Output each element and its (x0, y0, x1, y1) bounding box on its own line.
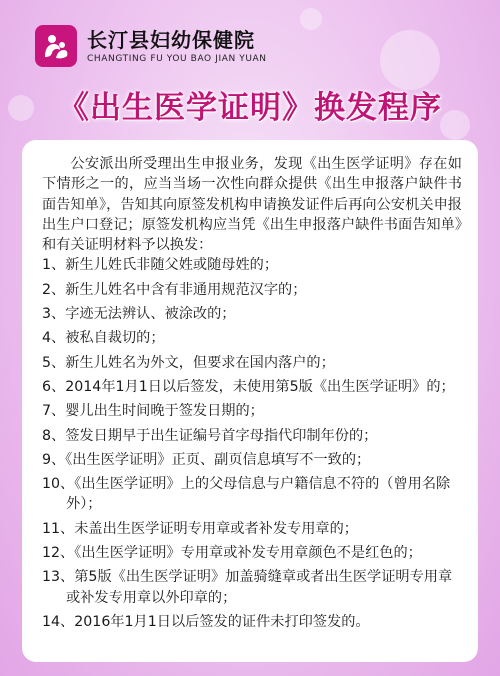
decor-bokeh (380, 30, 440, 90)
list-item: 13、第5版《出生医学证明》加盖骑缝章或者出生医学证明专用章或补发专用章以外印章的； (42, 569, 453, 606)
hospital-header (35, 20, 267, 72)
hospital-name (87, 28, 267, 65)
intro-paragraph: 公安派出所受理出生申报业务，发现《出生医学证明》存在如下情形之一的，应当当场一次性向群众提供《出生申报落户缺件书面告知单》，告知其向原签发机构申请换发证件后再向公安机关申报出生户口登记；原签发机构应当凭《出生申报落户缺件书面告知单》和有关证明材料予以换发： (42, 156, 462, 254)
list-item: 1、新生儿姓氏非随父姓或随母姓的； (42, 257, 279, 274)
content-panel (22, 140, 478, 662)
list-item: 5、新生儿姓名为外文，但要求在国内落户的； (42, 354, 335, 371)
list-item: 12、《出生医学证明》专用章或补发专用章颜色不是红色的； (42, 545, 422, 562)
list-item: 11、未盖出生医学证明专用章或者补发专用章的； (42, 520, 358, 537)
hospital-name-en: CHANGTING FU YOU BAO JIAN YUAN (87, 53, 267, 64)
decor-bokeh (300, 8, 322, 30)
hospital-name-cn: 长汀县妇幼保健院 (87, 27, 255, 52)
list-item: 14、2016年1月1日以后签发的证件未打印签发的。 (42, 613, 370, 630)
list-item: 4、被私自裁切的； (42, 330, 165, 347)
list-item: 7、婴儿出生时间晚于签发日期的； (42, 403, 264, 420)
page-title: 《出生医学证明》换发程序 (58, 90, 442, 126)
list-item: 3、字迹无法辨认、被涂改的； (42, 306, 236, 323)
condition-list (42, 255, 462, 632)
list-item: 9、《出生医学证明》正页、副页信息填写不一致的； (42, 451, 371, 468)
mother-baby-logo-icon (35, 25, 77, 67)
list-item: 6、2014年1月1日以后签发，未使用第5版《出生医学证明》的； (42, 378, 455, 395)
list-item: 10、《出生医学证明》上的父母信息与户籍信息不符的（曾用名除外）； (42, 476, 451, 513)
list-item: 2、新生儿姓名中含有非通用规范汉字的； (42, 281, 307, 298)
list-item: 8、签发日期早于出生证编号首字母指代印制年份的； (42, 427, 378, 444)
